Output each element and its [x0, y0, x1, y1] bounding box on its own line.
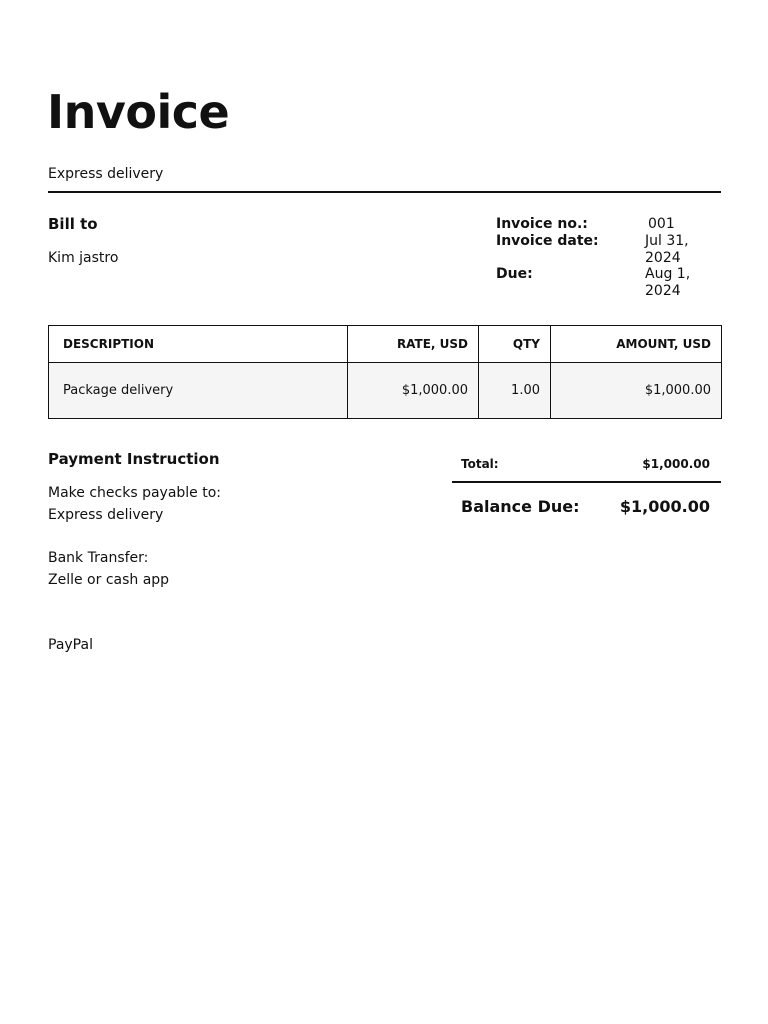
payment-line: Make checks payable to:	[48, 485, 222, 501]
column-header-description: DESCRIPTION	[49, 326, 348, 363]
column-header-qty: QTY	[479, 326, 551, 363]
item-rate: $1,000.00	[348, 363, 479, 419]
payment-instruction-heading: Payment Instruction	[48, 450, 220, 468]
invoice-number-label: Invoice no.:	[496, 216, 588, 232]
bill-to-heading: Bill to	[48, 215, 98, 233]
payment-line: Express delivery	[48, 507, 164, 523]
due-date-label: Due:	[496, 266, 533, 282]
item-description: Package delivery	[49, 363, 348, 419]
table-row	[49, 363, 722, 419]
column-header-amount: AMOUNT, USD	[551, 326, 722, 363]
invoice-number-value: 001	[648, 216, 675, 232]
balance-due-label: Balance Due:	[461, 497, 580, 516]
item-amount: $1,000.00	[551, 363, 722, 419]
payment-line: Bank Transfer:	[48, 550, 149, 566]
line-items-table	[48, 325, 722, 419]
payment-line: Zelle or cash app	[48, 572, 170, 588]
invoice-date-label: Invoice date:	[496, 233, 599, 249]
item-qty: 1.00	[479, 363, 551, 419]
invoice-title: Invoice	[47, 85, 230, 139]
bill-to-name: Kim jastro	[48, 250, 119, 266]
table-header-row	[49, 326, 722, 363]
payment-line: PayPal	[48, 637, 93, 653]
balance-due-value: $1,000.00	[619, 497, 710, 516]
due-date-value: Aug 1, 2024	[645, 266, 691, 299]
total-value: $1,000.00	[642, 457, 710, 471]
invoice-date-value: Jul 31, 2024	[645, 233, 689, 266]
total-label: Total:	[461, 457, 499, 471]
totals-divider	[452, 481, 721, 483]
company-name: Express delivery	[48, 166, 164, 182]
column-header-rate: RATE, USD	[348, 326, 479, 363]
header-divider	[48, 191, 721, 193]
